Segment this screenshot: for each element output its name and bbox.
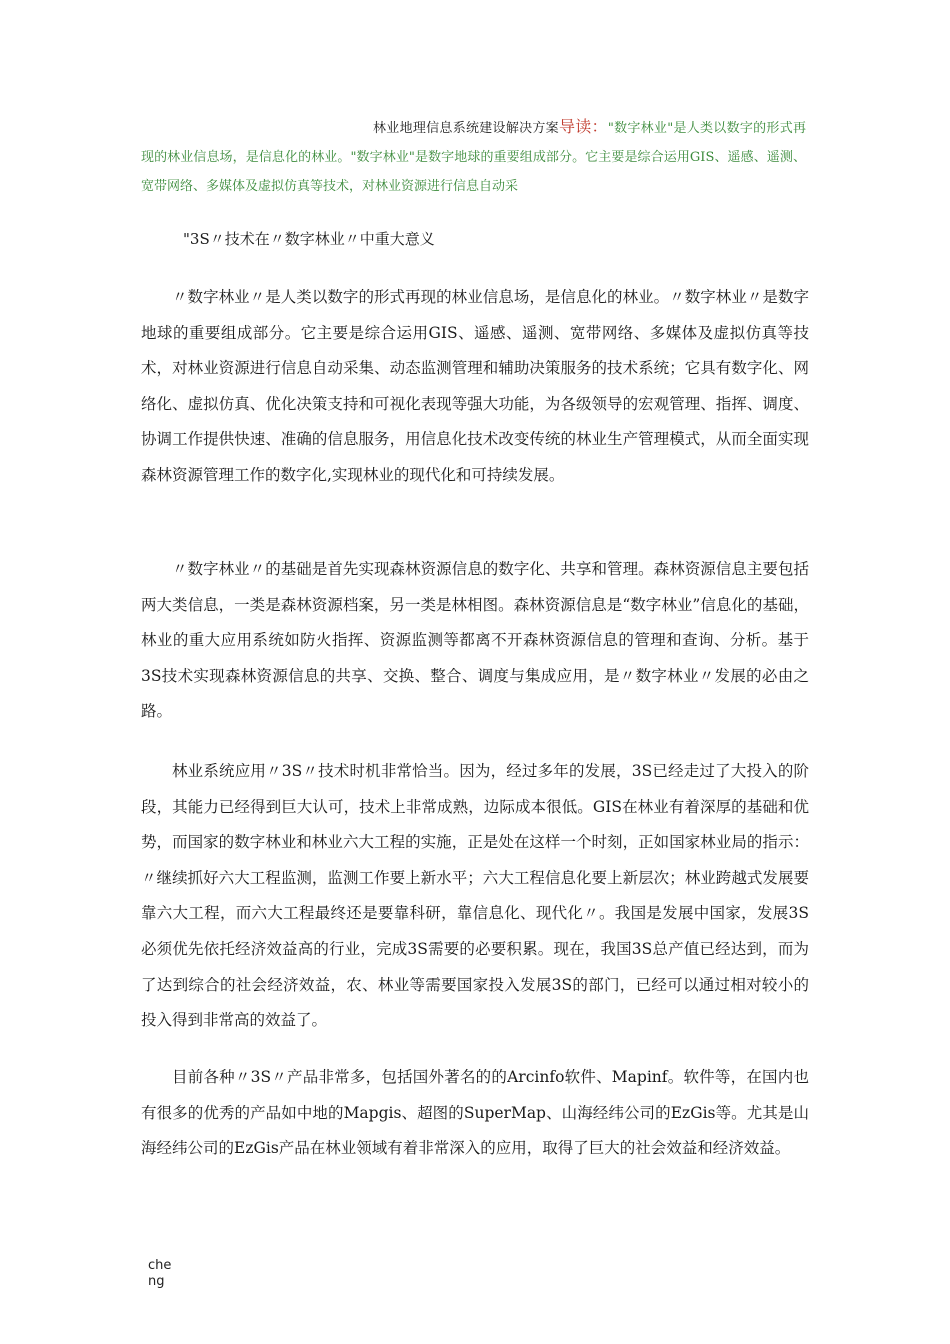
section-title: "3S〃技术在〃数字林业〃中重大意义 <box>183 230 435 248</box>
paragraph-forest-resource-info: 〃数字林业〃的基础是首先实现森林资源信息的数字化、共享和管理。森林资源信息主要包括两大类信息，一类是森林资源档案，另一类是林相图。森林资源信息是“数字林业”信息化的基础，林业的重大应用系统如防火指挥、资源监测等都离不开森林资源信息的管理和查询、分析。基于3S技术实现森林资源信息的共享、交换、整合、调度与集成应用，是〃数字林业〃发展的必由之路。 <box>141 560 809 721</box>
document-header <box>141 112 806 201</box>
intro-label: 导读： <box>558 117 608 136</box>
paragraph-3s-timing: 林业系统应用〃3S〃技术时机非常恰当。因为，经过多年的发展，3S已经走过了大投入的阶段，其能力已经得到巨大认可，技术上非常成熟，边际成本很低。GIS在林业有着深厚的基础和优势，而国家的数字林业和林业六大工程的实施，正是处在这样一个时刻，正如国家林业局的指示：〃继续抓好六大工程监测，监测工作要上新水平；六大工程信息化要上新层次；林业跨越式发展要靠六大工程，而六大工程最终还是要靠科研，靠信息化、现代化〃。我国是发展中国家，发展3S必须优先依托经济效益高的行业，完成3S需要的必要积累。现在，我国3S总产值已经达到，而为了达到综合的社会经济效益，农、林业等需要国家投入发展3S的部门，已经可以通过相对较小的投入得到非常高的效益了。 <box>141 762 809 1030</box>
footer-mark: cheng <box>148 1258 172 1289</box>
intro-summary: "数字林业"是人类以数字的形式再现的林业信息场，是信息化的林业。"数字林业"是数字地球的重要组成部分。它主要是综合运用GIS、遥感、遥测、宽带网络、多媒体及虚拟仿真等技术，对林业资源进行信息自动采 <box>141 121 806 194</box>
paragraph-3s-products: 目前各种〃3S〃产品非常多，包括国外著名的的Arcinfo软件、Mapinf。软件等，在国内也有很多的优秀的产品如中地的Mapgis、超图的SuperMap、山海经纬公司的EzGis等。尤其是山海经纬公司的EzGis产品在林业领域有着非常深入的应用，取得了巨大的社会效益和经济效益。 <box>141 1068 809 1158</box>
document-title: 林业地理信息系统建设解决方案 <box>373 121 559 136</box>
paragraph-digital-forestry-definition: 〃数字林业〃是人类以数字的形式再现的林业信息场，是信息化的林业。〃数字林业〃是数字地球的重要组成部分。它主要是综合运用GIS、遥感、遥测、宽带网络、多媒体及虚拟仿真等技术，对林业资源进行信息自动采集、动态监测管理和辅助决策服务的技术系统；它具有数字化、网络化、虚拟仿真、优化决策支持和可视化表现等强大功能，为各级领导的宏观管理、指挥、调度、协调工作提供快速、准确的信息服务，用信息化技术改变传统的林业生产管理模式，从而全面实现森林资源管理工作的数字化,实现林业的现代化和可持续发展。 <box>141 288 809 484</box>
